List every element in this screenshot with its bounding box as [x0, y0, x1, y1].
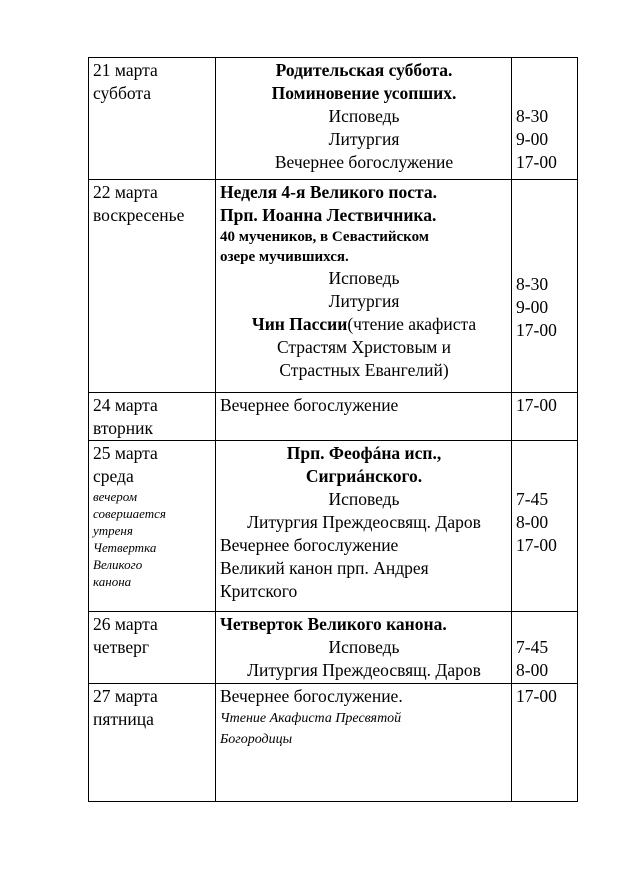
- date-cell: [89, 58, 216, 180]
- service-item: Литургия Преждеосвящ. Даров: [247, 660, 481, 680]
- table-row: [89, 684, 578, 802]
- evening-note: вечером: [93, 489, 138, 504]
- time-cell: [512, 393, 578, 441]
- table-row: [89, 58, 578, 180]
- feast-title: Поминовение усопших.: [271, 83, 457, 103]
- weekday: четверг: [93, 637, 150, 657]
- evening-note: совершается: [93, 506, 166, 521]
- akathist-note: Богородицы: [220, 732, 293, 747]
- service-item: Вечернее богослужение.: [220, 686, 403, 706]
- date: 24 марта: [93, 395, 158, 415]
- service-time: 7-45: [516, 489, 549, 509]
- date-cell: [89, 393, 216, 441]
- service-cell: [216, 441, 512, 612]
- service-cell: [216, 393, 512, 441]
- feast-title: Родительская суббота.: [275, 60, 453, 80]
- service-item: Вечернее богослужение: [220, 395, 399, 415]
- service-cell: [216, 58, 512, 180]
- service-item: Литургия Преждеосвящ. Даров: [247, 512, 481, 532]
- weekday: пятница: [93, 709, 154, 729]
- date: 21 марта: [93, 60, 158, 80]
- feast-subtitle: озере мучившихся.: [220, 249, 349, 265]
- date-cell: [89, 441, 216, 612]
- passion-desc: Страстных Евангелий): [279, 360, 449, 380]
- akathist-note: Чтение Акафиста Пресвятой: [220, 711, 402, 726]
- evening-note: канона: [93, 574, 132, 589]
- table-row: [89, 612, 578, 684]
- service-item: Вечернее богослужение: [220, 535, 399, 555]
- service-time: 9-00: [516, 297, 549, 317]
- service-item: Исповедь: [328, 489, 400, 509]
- date-cell: [89, 684, 216, 802]
- date: 27 марта: [93, 686, 158, 706]
- feast-subtitle: 40 мучеников, в Севастийском: [220, 229, 430, 245]
- service-item: Литургия: [328, 291, 400, 311]
- feast-title: Прп. Феофáна исп.,: [286, 443, 442, 463]
- service-item: Исповедь: [328, 106, 400, 126]
- date: 26 марта: [93, 614, 158, 634]
- service-time: 17-00: [516, 152, 557, 172]
- feast-title: Неделя 4-я Великого поста.: [220, 182, 437, 202]
- service-cell: [216, 180, 512, 393]
- service-cell: [216, 684, 512, 802]
- table-row: [89, 393, 578, 441]
- passion-desc: Страстям Христовым и: [276, 337, 452, 357]
- date: 25 марта: [93, 443, 158, 463]
- service-time: 8-30: [516, 274, 549, 294]
- service-time: 8-30: [516, 106, 549, 126]
- service-time: 8-00: [516, 512, 549, 532]
- service-time: 9-00: [516, 129, 549, 149]
- table-row: [89, 441, 578, 612]
- service-time: 8-00: [516, 660, 549, 680]
- weekday: вторник: [93, 418, 153, 438]
- time-cell: [512, 58, 578, 180]
- service-item: Исповедь: [328, 637, 400, 657]
- weekday: суббота: [93, 83, 152, 103]
- passion-desc: (чтение акафиста: [347, 314, 477, 334]
- schedule-table: [88, 57, 578, 802]
- date: 22 марта: [93, 182, 158, 202]
- passion-service: [220, 313, 508, 336]
- weekday: среда: [93, 466, 134, 486]
- time-cell: [512, 684, 578, 802]
- evening-note: Великого: [93, 557, 143, 572]
- weekday: воскресенье: [93, 205, 185, 225]
- service-item: Литургия: [328, 129, 400, 149]
- evening-note: Четвертка: [93, 540, 157, 555]
- evening-note: утреня: [93, 523, 133, 538]
- service-time: 17-00: [516, 320, 557, 340]
- service-cell: [216, 612, 512, 684]
- service-item: Критского: [220, 581, 298, 601]
- table-row: [89, 180, 578, 393]
- service-item: Вечернее богослужение: [274, 152, 454, 172]
- feast-title: Сигриáнского.: [305, 466, 423, 486]
- service-time: 17-00: [516, 535, 557, 555]
- passion-title: Чин Пассии: [251, 314, 348, 334]
- service-time: 17-00: [516, 686, 557, 706]
- time-cell: [512, 180, 578, 393]
- date-cell: [89, 612, 216, 684]
- service-item: Великий канон прп. Андрея: [220, 558, 429, 578]
- feast-title: Прп. Иоанна Лествичника.: [220, 205, 437, 225]
- feast-title: Четверток Великого канона.: [220, 614, 447, 634]
- service-time: 17-00: [516, 395, 557, 415]
- time-cell: [512, 441, 578, 612]
- service-item: Исповедь: [328, 268, 400, 288]
- date-cell: [89, 180, 216, 393]
- service-time: 7-45: [516, 637, 549, 657]
- time-cell: [512, 612, 578, 684]
